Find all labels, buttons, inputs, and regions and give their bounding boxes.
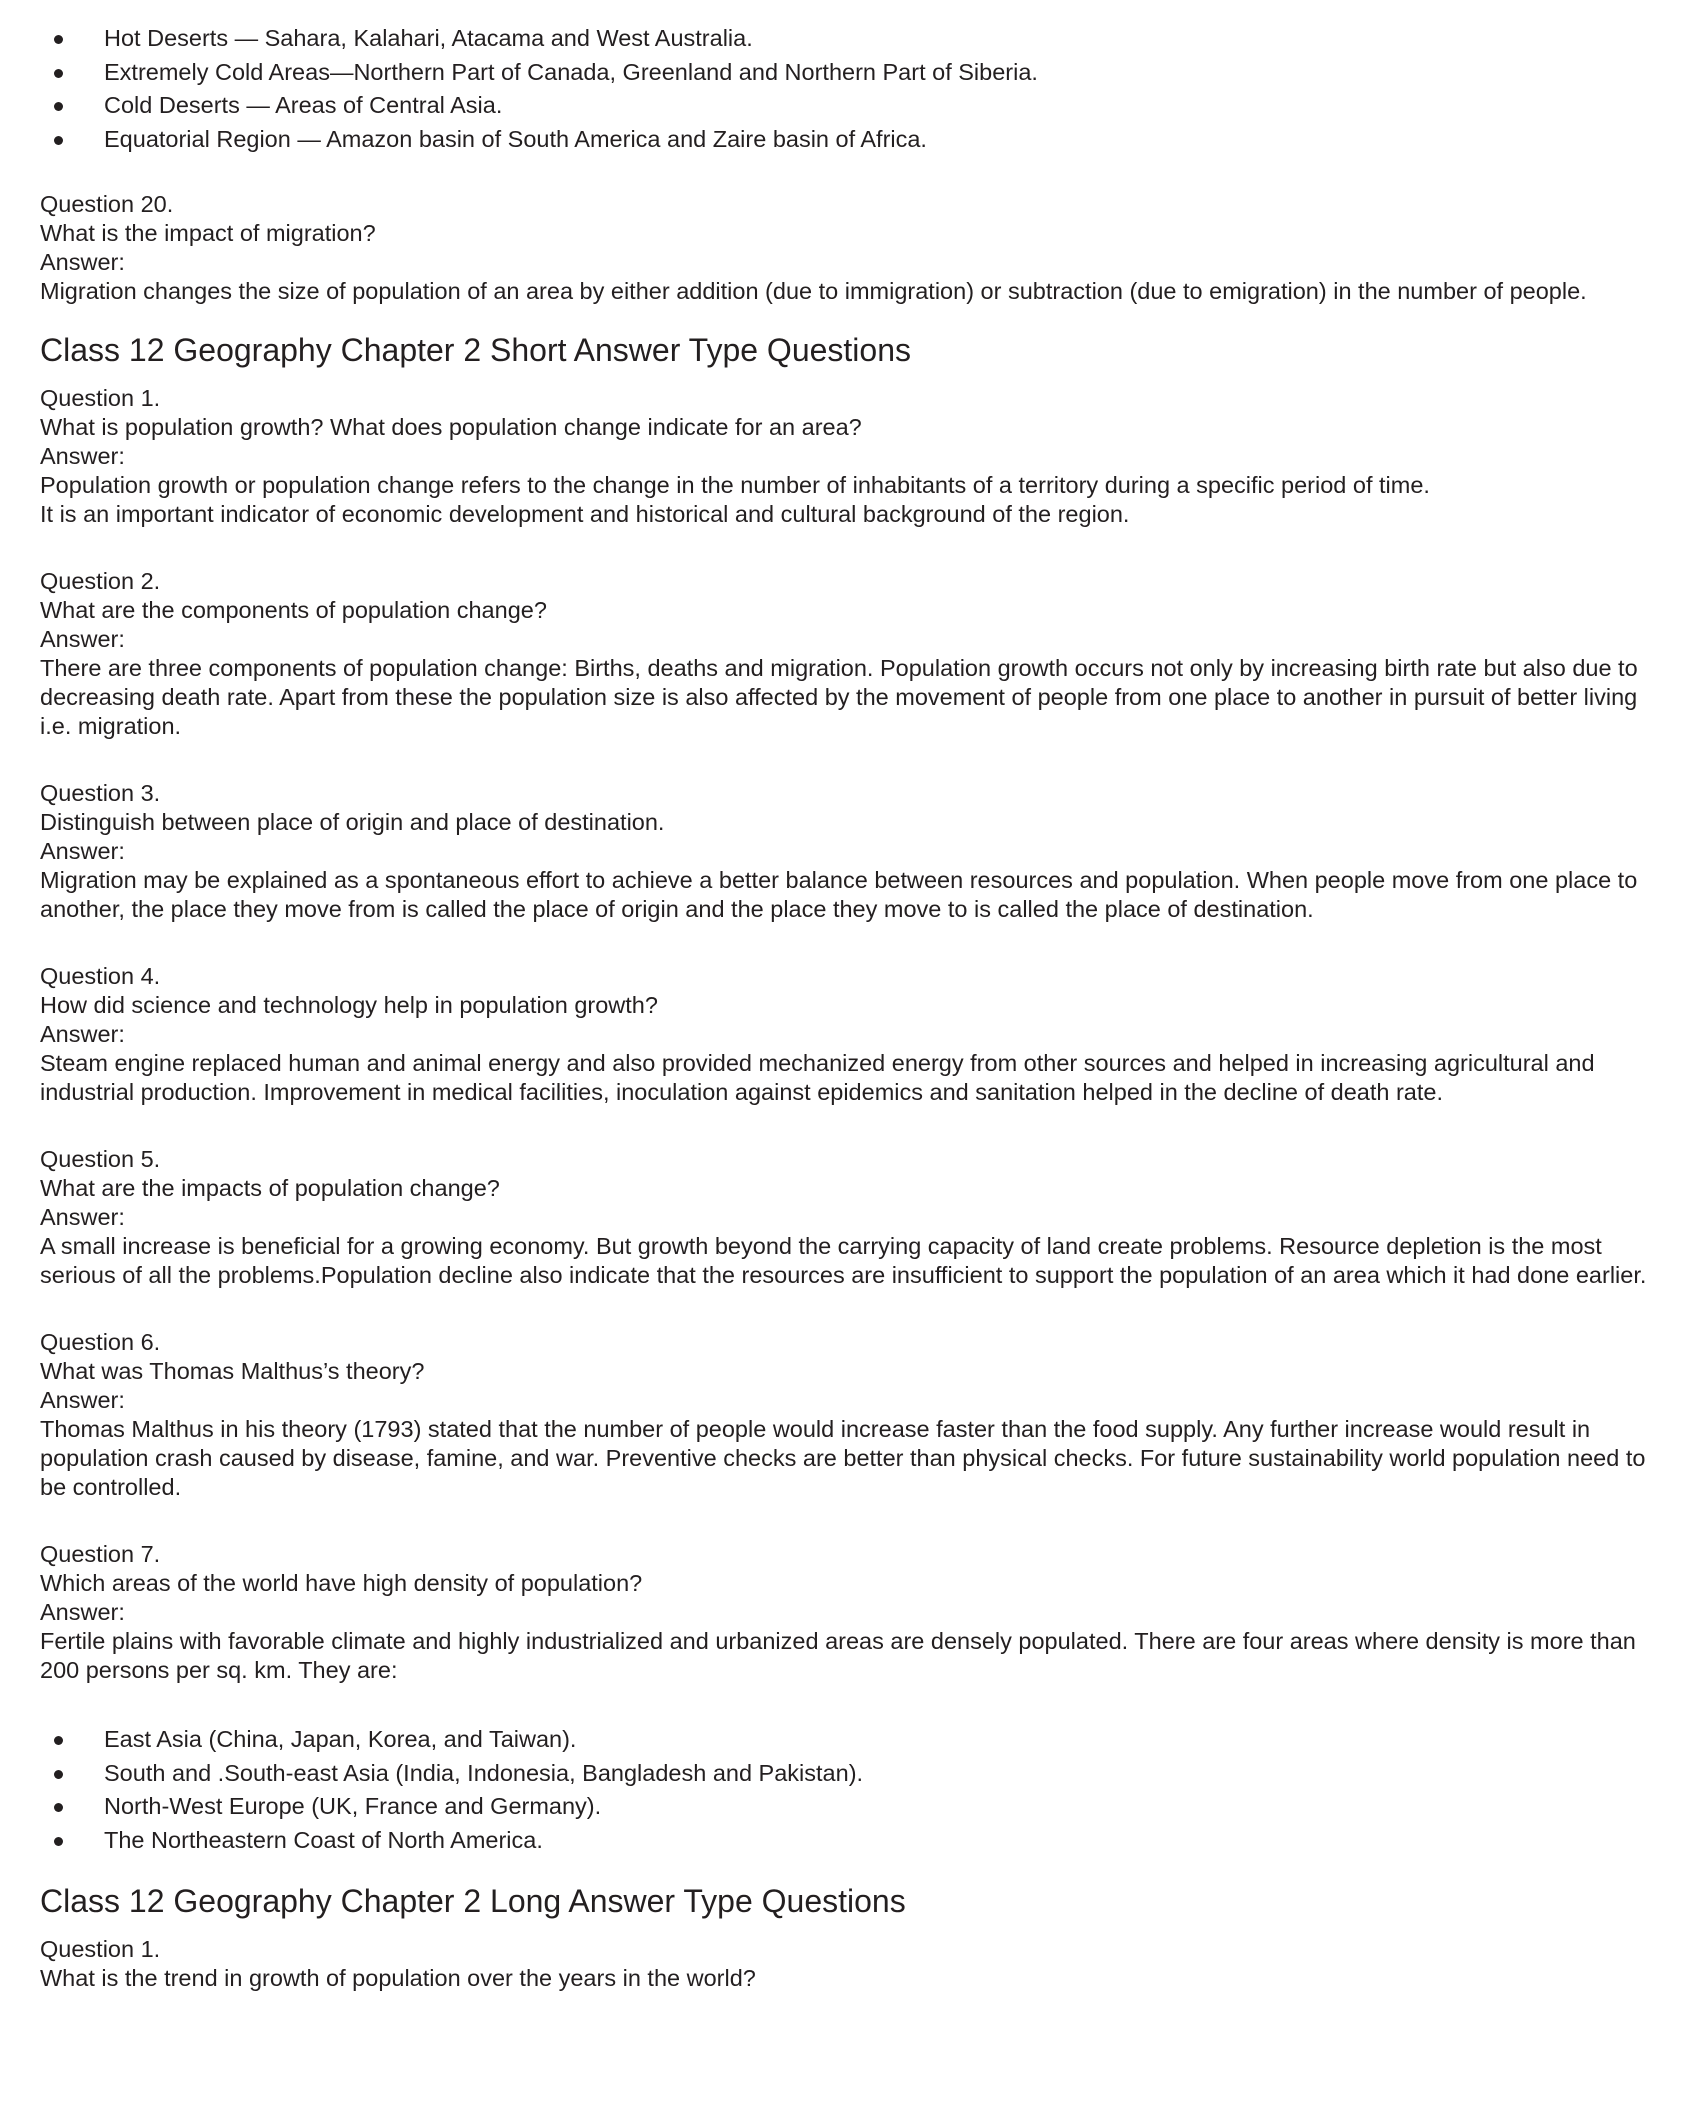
question-block-4 — [40, 962, 1670, 1107]
list-item — [40, 1723, 1670, 1757]
bullet-icon — [54, 1770, 63, 1779]
answer-text: There are three components of population change: Births, deaths and migration. Population growth occurs not only by increasing birth rate but also due to decreasing death rate. Apart from these the population size is also affected by the movement of people from one place to another in pursuit of better living i.e. migration. — [40, 655, 1638, 739]
list-item — [40, 22, 1670, 56]
answer-label: Answer: — [40, 1387, 125, 1413]
list-item — [40, 1757, 1670, 1791]
question-label: Question 3. — [40, 780, 161, 806]
section-heading-short: Class 12 Geography Chapter 2 Short Answer Type Questions — [40, 332, 911, 368]
bullet-icon — [54, 1837, 63, 1846]
bullet-icon — [54, 1803, 63, 1812]
question-label: Question 7. — [40, 1541, 161, 1567]
question-text: What are the components of population change? — [40, 597, 547, 623]
question-label: Question 1. — [40, 385, 161, 411]
answer-label: Answer: — [40, 1021, 125, 1047]
list-item-text: East Asia (China, Japan, Korea, and Taiwan). — [104, 1726, 577, 1752]
question-text: What are the impacts of population change? — [40, 1175, 500, 1201]
question-label: Question 2. — [40, 568, 161, 594]
list-item-text: South and .South-east Asia (India, Indonesia, Bangladesh and Pakistan). — [104, 1759, 864, 1786]
question-block-2 — [40, 567, 1670, 741]
question-block-6 — [40, 1328, 1670, 1502]
list-item — [40, 1824, 1670, 1858]
question-label: Question 6. — [40, 1329, 161, 1355]
question-block-20 — [40, 190, 1670, 306]
answer-text: Migration may be explained as a spontaneous effort to achieve a better balance between resources and population. When people move from one place to another, the place they move from is called the place of origin and the place they move to is called the place of destination. — [40, 867, 1638, 922]
bullet-icon — [54, 69, 63, 78]
question-block-5 — [40, 1145, 1670, 1290]
question-label: Question 5. — [40, 1146, 161, 1172]
answer-label: Answer: — [40, 249, 125, 275]
answer-text: A small increase is beneficial for a growing economy. But growth beyond the carrying capacity of land create problems. Resource depletion is the most serious of all the problems.Population decline also indicate that the resources are insufficient to support the population of an area which it had done earlier. — [40, 1233, 1647, 1288]
answer-label: Answer: — [40, 838, 125, 864]
list-item-text: Cold Deserts — Areas of Central Asia. — [104, 92, 503, 118]
list-item — [40, 123, 1670, 157]
answer-label: Answer: — [40, 443, 125, 469]
list-item-text: Equatorial Region — Amazon basin of South America and Zaire basin of Africa. — [104, 125, 927, 152]
answer-text: Population growth or population change refers to the change in the number of inhabitants of a territory during a specific period of time. It is an important indicator of economic development and historical and cultural background of the region. — [40, 472, 1430, 527]
question-text: Which areas of the world have high density of population? — [40, 1570, 643, 1596]
question-label: Question 1. — [40, 1936, 161, 1962]
question-block-7 — [40, 1540, 1670, 1685]
bullet-icon — [54, 1736, 63, 1745]
bullet-icon — [54, 102, 63, 111]
list-item — [40, 56, 1670, 90]
question-block-1 — [40, 384, 1670, 529]
question-text: What is population growth? What does population change indicate for an area? — [40, 414, 862, 440]
list-item-text: The Northeastern Coast of North America. — [104, 1826, 543, 1853]
question-text: How did science and technology help in population growth? — [40, 992, 658, 1018]
question-text: What was Thomas Malthus’s theory? — [40, 1358, 425, 1384]
question-block-3 — [40, 779, 1670, 924]
q7-bullet-list — [40, 1723, 1670, 1857]
question-text: What is the trend in growth of population over the years in the world? — [40, 1965, 756, 1991]
answer-text: Migration changes the size of population of an area by either addition (due to immigration) or subtraction (due to emigration) in the number of people. — [40, 278, 1587, 304]
question-label: Question 20. — [40, 191, 174, 217]
top-bullet-list — [40, 22, 1670, 156]
list-item-text: Extremely Cold Areas—Northern Part of Canada, Greenland and Northern Part of Siberia. — [104, 58, 1038, 85]
long-question-block-1 — [40, 1935, 1670, 1993]
document-page — [40, 22, 1670, 1993]
answer-text: Thomas Malthus in his theory (1793) stated that the number of people would increase faster than the food supply. Any further increase would result in population crash caused by disease, famine, and war. Preventive checks are better than physical checks. For future sustainability world population need to be controlled. — [40, 1416, 1646, 1500]
list-item — [40, 1790, 1670, 1824]
bullet-icon — [54, 136, 63, 145]
question-text: Distinguish between place of origin and place of destination. — [40, 809, 665, 835]
answer-text: Steam engine replaced human and animal energy and also provided mechanized energy from other sources and helped in increasing agricultural and industrial production. Improvement in medical facilities, inoculation against epidemics and sanitation helped in the decline of death rate. — [40, 1050, 1595, 1105]
question-text: What is the impact of migration? — [40, 220, 376, 246]
answer-label: Answer: — [40, 1599, 125, 1625]
question-label: Question 4. — [40, 963, 161, 989]
list-item-text: North-West Europe (UK, France and Germany). — [104, 1793, 602, 1819]
answer-label: Answer: — [40, 1204, 125, 1230]
list-item-text: Hot Deserts — Sahara, Kalahari, Atacama and West Australia. — [104, 25, 753, 51]
list-item — [40, 89, 1670, 123]
bullet-icon — [54, 35, 63, 44]
section-heading-long: Class 12 Geography Chapter 2 Long Answer Type Questions — [40, 1883, 906, 1919]
answer-label: Answer: — [40, 626, 125, 652]
answer-text: Fertile plains with favorable climate and highly industrialized and urbanized areas are densely populated. There are four areas where density is more than 200 persons per sq. km. They are: — [40, 1628, 1636, 1683]
